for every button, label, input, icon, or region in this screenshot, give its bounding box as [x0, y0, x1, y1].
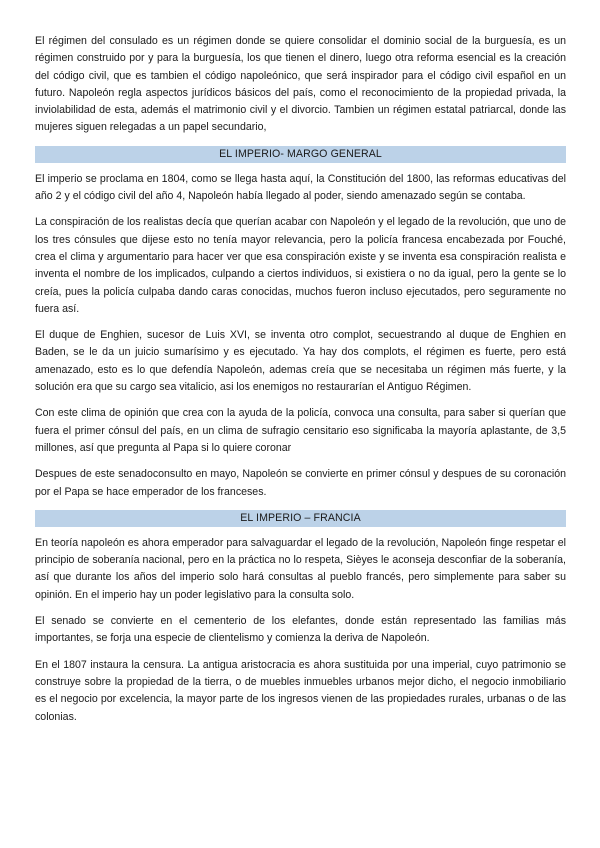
section-heading-imperio-francia: EL IMPERIO – FRANCIA: [35, 510, 566, 527]
section1-paragraph-3: El duque de Enghien, sucesor de Luis XVI, se inventa otro complot, secuestrando al duque de Enghien en Baden, se le da un juicio sumarísimo y es ejecutado. Ya hay dos complots, el régimen es fuerte, pero está amenazado, esto es lo que defendía Napoleón, ademas creía que se necesitaba un régimen más fuerte, y la solución era que su cargo sea vitalicio, asi los enemigos no restaurarían el Antiguo Régimen.: [35, 329, 566, 394]
document-page: [35, 33, 566, 735]
section-heading-imperio-marco-general: EL IMPERIO- MARGO GENERAL: [35, 146, 566, 163]
section2-paragraph-3: En el 1807 instaura la censura. La antigua aristocracia es ahora sustituida por una imperial, cuyo patrimonio se construye sobre la propiedad de la tierra, o de muebles inmuebles urbanos mejor dicho, el negocio inmobiliario es el negocio por excelencia, la mayor parte de los ingresos vienen de las propiedades rurales, urbanas o de las colonias.: [35, 658, 566, 723]
section2-paragraph-2: El senado se convierte en el cementerio de los elefantes, donde están representado las familias más importantes, se forja una especie de clientelismo y comienza la deriva de Napoleón.: [35, 615, 566, 645]
section1-paragraph-5: Despues de este senadoconsulto en mayo, Napoleón se convierte en primer cónsul y despues de su coronación por el Papa se hace emperador de los franceses.: [35, 468, 566, 498]
section1-paragraph-4: Con este clima de opinión que crea con la ayuda de la policía, convoca una consulta, para saber si querían que fuera el primer cónsul del país, en un clima de sufragio censitario eso significaba la mayoría aplastante, de 3,5 millones, así que pregunta al Papa si lo quiere coronar: [35, 407, 566, 454]
section1-paragraph-1: El imperio se proclama en 1804, como se llega hasta aquí, la Constitución del 1800, las reformas educativas del año 2 y el código civil del año 4, Napoleón había llegado al poder, siendo amenazado según se contaba.: [35, 172, 566, 203]
intro-paragraph: El régimen del consulado es un régimen donde se quiere consolidar el dominio social de la burguesía, es un régimen construido por y para la burguesía, los que tienen el dinero, luego otra reforma esencial es la creación del código civil, que es tambien el código napoleónico, que será inspirador para el código civil español en un futuro. Napoleón regla aspectos jurídicos básicos del país, como el reconocimiento de la propiedad privada, la inviolabilidad de esta, además el matrimonio civil y el divorcio. Tambien un régimen estatal patriarcal, donde las mujeres siguen relegadas a un papel secundario,: [35, 35, 566, 134]
section2-paragraph-1: En teoría napoleón es ahora emperador para salvaguardar el legado de la revolución, Napoleón finge respetar el principio de soberanía nacional, pero en la práctica no lo respeta, Sièyes le aconseja desconfiar de la soberanía, así que durante los años del imperio solo hará consultas al pueblo francés, pero simplemente para saber su opinión. En el imperio hay un poder legislativo para la consulta solo.: [35, 536, 566, 601]
section1-paragraph-2: La conspiración de los realistas decía que querían acabar con Napoleón y el legado de la revolución, que uno de los tres cónsules que dijese esto no tenía mayor relevancia, pero la policía francesa encabezada por Fouché, crea el clima y argumentario para hacer ver que esa conspiración existe y se inventa esa conspiración realista e inventa el nombre de los implicados, culpando a ciertos individuos, si existiera o no da igual, pero la gente se lo creía, pues la policía culpaba dando caras conocidas, muchos fueron incluso ejecutados, pero seguramente no fuera así.: [35, 216, 566, 315]
